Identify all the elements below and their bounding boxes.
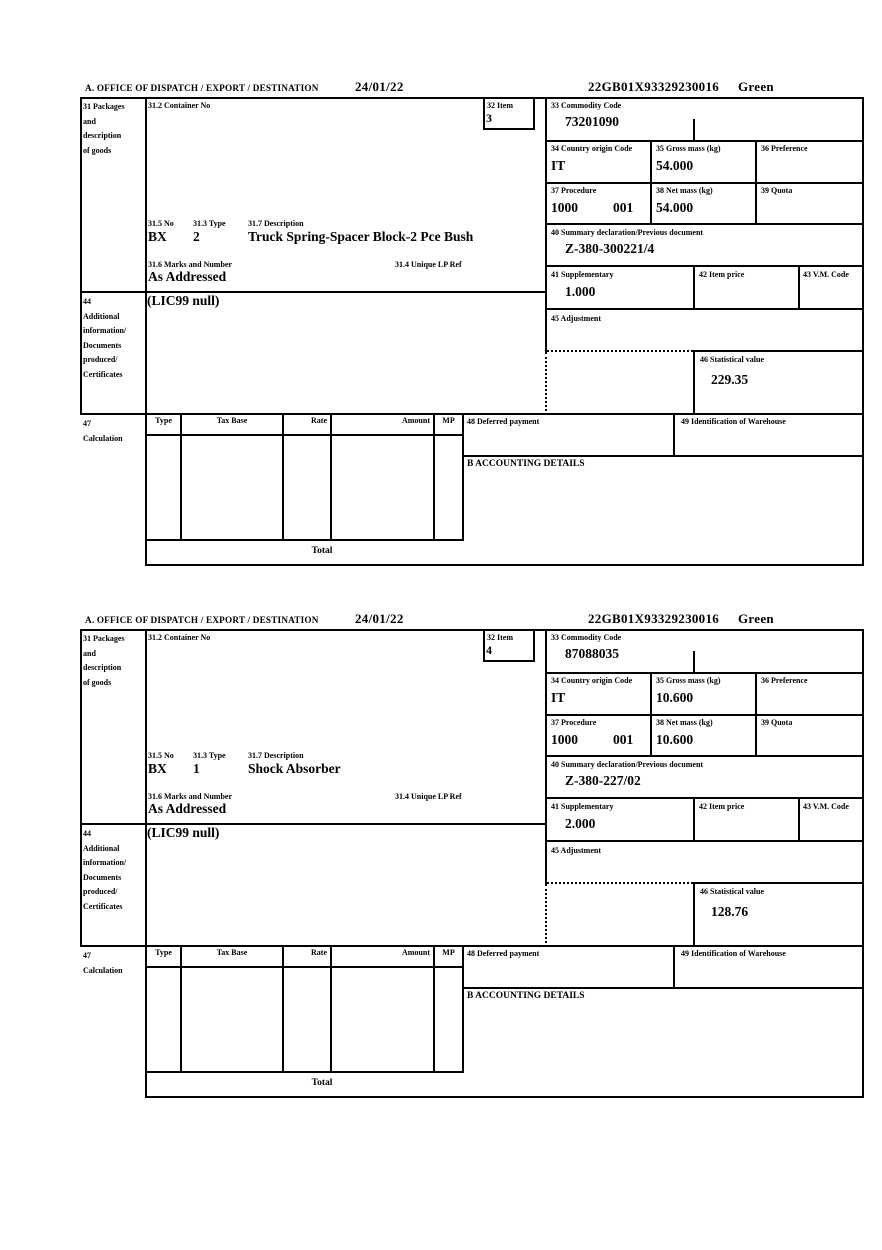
box41-label: 41 Supplementary	[551, 802, 614, 811]
form-line	[330, 413, 332, 541]
routing-status: Green	[738, 611, 774, 626]
box47-label	[83, 417, 123, 446]
calc-col-tax-base: Tax Base	[216, 948, 248, 957]
calc-table-right-border	[462, 945, 464, 1073]
box34-label: 34 Country origin Code	[551, 676, 633, 685]
declaration-date: 24/01/22	[355, 79, 404, 94]
form-line	[330, 945, 332, 1073]
calc-col-rate: Rate	[311, 948, 327, 957]
box31-7-description-label: 31.7 Description	[248, 751, 304, 760]
box41-label: 41 Supplementary	[551, 270, 614, 279]
routing-status: Green	[738, 79, 774, 94]
calculation-top-border	[80, 413, 864, 415]
box31-3-type-label: 31.3 Type	[193, 751, 226, 760]
box31-2-container-label: 31.2 Container No	[148, 101, 211, 110]
marks-value: As Addressed	[148, 801, 227, 816]
form-line	[673, 413, 675, 457]
box39-label: 39 Quota	[761, 186, 793, 195]
calc-table-bottom-border	[145, 1071, 464, 1073]
box39-label: 39 Quota	[761, 718, 793, 727]
dotted-vertical-divider	[545, 884, 547, 947]
form-bottom-border	[145, 564, 864, 566]
box44-label-line: information/	[83, 326, 127, 335]
calc-header-underline	[145, 434, 464, 436]
goods-description: Shock Absorber	[248, 761, 341, 776]
box35-label: 35 Gross mass (kg)	[656, 144, 721, 153]
box47-label	[83, 949, 123, 978]
form-line	[693, 797, 695, 842]
box46-top-border	[693, 350, 864, 352]
form-line	[545, 223, 864, 225]
dotted-horizontal-divider	[547, 882, 693, 884]
form-line	[545, 840, 864, 842]
box43-label: 43 V.M. Code	[803, 270, 849, 279]
box44-label-line: 44	[83, 829, 91, 838]
box48-label: 48 Deferred payment	[467, 949, 540, 958]
calc-header-underline	[145, 966, 464, 968]
calc-col-amount: Amount	[401, 416, 430, 425]
calc-col-type: Type	[155, 416, 172, 425]
box32-item-number: 3	[486, 111, 492, 125]
box31-3-type-label: 31.3 Type	[193, 219, 226, 228]
form-line	[545, 797, 864, 799]
box31-2-container-label: 31.2 Container No	[148, 633, 211, 642]
label-column-divider	[145, 97, 147, 566]
box31-label-line: 31 Packages	[83, 102, 125, 111]
box31-6-marks-label: 31.6 Marks and Number	[148, 260, 233, 269]
box44-label-line: 44	[83, 297, 91, 306]
additional-information-value: (LIC99 null)	[147, 293, 220, 308]
movement-reference: 22GB01X93329230016	[588, 79, 720, 94]
gross-mass-value: 10.600	[656, 690, 694, 705]
accounting-details-label: B ACCOUNTING DETAILS	[467, 459, 585, 469]
supplementary-units-value: 1.000	[565, 284, 596, 299]
previous-document-value: Z-380-227/02	[565, 773, 641, 788]
form-line	[755, 140, 757, 225]
form-line	[433, 413, 435, 541]
form-line	[693, 265, 695, 310]
box35-label: 35 Gross mass (kg)	[656, 676, 721, 685]
gross-mass-value: 54.000	[656, 158, 694, 173]
box31-7-description-label: 31.7 Description	[248, 219, 304, 228]
box48-label: 48 Deferred payment	[467, 417, 540, 426]
box38-label: 38 Net mass (kg)	[656, 186, 713, 195]
box44-label-line: Additional	[83, 311, 120, 321]
box44-label-line: Additional	[83, 843, 120, 853]
box31-5-no-label: 31.5 No	[148, 219, 174, 228]
package-count: BX	[148, 229, 167, 244]
calc-col-mp: MP	[442, 416, 455, 425]
form-line	[462, 987, 864, 989]
box44-label-line: Certificates	[83, 901, 123, 911]
declaration-item-section	[80, 78, 864, 570]
commodity-code-tick	[693, 651, 695, 672]
dotted-horizontal-divider	[547, 350, 693, 352]
box44-label-line: Documents	[83, 340, 122, 350]
form-top-border	[80, 97, 864, 99]
calc-col-type: Type	[155, 948, 172, 957]
box37-label: 37 Procedure	[551, 186, 597, 195]
form-top-border	[80, 629, 864, 631]
form-line	[755, 672, 757, 757]
label-column-divider	[145, 629, 147, 1098]
box46-left-border	[693, 350, 695, 415]
box46-left-border	[693, 882, 695, 947]
net-mass-value: 10.600	[656, 732, 694, 747]
office-of-dispatch-label: A. OFFICE OF DISPATCH / EXPORT / DESTINATION	[85, 615, 319, 625]
calc-col-rate: Rate	[311, 416, 327, 425]
box44-label-line: Documents	[83, 872, 122, 882]
form-line	[545, 265, 864, 267]
form-right-border	[862, 629, 864, 1098]
form-line	[798, 265, 800, 310]
box44-label-line: produced/	[83, 355, 118, 364]
declaration-item-section	[80, 610, 864, 1102]
box46-label: 46 Statistical value	[700, 887, 764, 896]
package-count: BX	[148, 761, 167, 776]
box31-label	[83, 632, 125, 690]
form-line	[545, 755, 864, 757]
box42-label: 42 Item price	[699, 270, 745, 279]
box31-6-marks-label: 31.6 Marks and Number	[148, 792, 233, 801]
form-line	[673, 945, 675, 989]
calc-col-mp: MP	[442, 948, 455, 957]
box34-label: 34 Country origin Code	[551, 144, 633, 153]
form-line	[545, 140, 864, 142]
box45-label: 45 Adjustment	[551, 314, 602, 323]
box31-4-lp-ref-label: 31.4 Unique LP Ref	[395, 260, 462, 269]
declaration-date: 24/01/22	[355, 611, 404, 626]
previous-document-value: Z-380-300221/4	[565, 241, 655, 256]
country-origin-value: IT	[551, 158, 566, 173]
commodity-code-value: 73201090	[565, 114, 619, 129]
procedure-suffix: 001	[613, 732, 634, 747]
goods-description: Truck Spring-Spacer Block-2 Pce Bush	[248, 229, 474, 244]
box44-label-line: information/	[83, 858, 127, 867]
form-line	[180, 945, 182, 1073]
form-line	[545, 308, 864, 310]
calc-table-bottom-border	[145, 539, 464, 541]
calculation-top-border	[80, 945, 864, 947]
box31-5-no-label: 31.5 No	[148, 751, 174, 760]
additional-information-value: (LIC99 null)	[147, 825, 220, 840]
box31-label-line: and	[83, 116, 96, 126]
box37-label: 37 Procedure	[551, 718, 597, 727]
movement-reference: 22GB01X93329230016	[588, 611, 720, 626]
box36-label: 36 Preference	[761, 676, 808, 685]
box43-label: 43 V.M. Code	[803, 802, 849, 811]
procedure-suffix: 001	[613, 200, 634, 215]
form-line	[180, 413, 182, 541]
total-label: Total	[311, 1078, 333, 1088]
form-line	[282, 413, 284, 541]
box46-top-border	[693, 882, 864, 884]
form-line	[798, 797, 800, 842]
commodity-code-value: 87088035	[565, 646, 619, 661]
box31-4-lp-ref-label: 31.4 Unique LP Ref	[395, 792, 462, 801]
accounting-details-label: B ACCOUNTING DETAILS	[467, 991, 585, 1001]
box47-label-line: Calculation	[83, 433, 123, 443]
box47-label-line: Calculation	[83, 965, 123, 975]
box31-label-line: description	[83, 131, 122, 140]
box31-label-line: of goods	[83, 677, 112, 687]
form-left-border	[80, 629, 82, 947]
statistical-value: 128.76	[711, 904, 749, 919]
form-line	[433, 945, 435, 1073]
net-mass-value: 54.000	[656, 200, 694, 215]
box45-label: 45 Adjustment	[551, 846, 602, 855]
box44-label	[83, 295, 126, 382]
box32-item-label: 32 Item	[487, 101, 513, 110]
procedure-code: 1000	[551, 200, 578, 215]
total-label: Total	[311, 546, 333, 556]
box44-label-line: Certificates	[83, 369, 123, 379]
commodity-code-tick	[693, 119, 695, 140]
calc-table-right-border	[462, 413, 464, 541]
calc-col-tax-base: Tax Base	[216, 416, 248, 425]
form-line	[282, 945, 284, 1073]
box31-label	[83, 100, 125, 158]
box33-label: 33 Commodity Code	[551, 101, 622, 110]
procedure-code: 1000	[551, 732, 578, 747]
form-right-border	[862, 97, 864, 566]
statistical-value: 229.35	[711, 372, 749, 387]
box31-label-line: description	[83, 663, 122, 672]
box49-label: 49 Identification of Warehouse	[681, 949, 786, 958]
box31-label-line: of goods	[83, 145, 112, 155]
form-line	[650, 140, 652, 225]
calc-col-amount: Amount	[401, 948, 430, 957]
box49-label: 49 Identification of Warehouse	[681, 417, 786, 426]
box33-label: 33 Commodity Code	[551, 633, 622, 642]
form-line	[545, 182, 864, 184]
form-bottom-border	[145, 1096, 864, 1098]
country-origin-value: IT	[551, 690, 566, 705]
box47-label-line: 47	[83, 951, 91, 960]
box32-item-number: 4	[486, 643, 492, 657]
box40-label: 40 Summary declaration/Previous document	[551, 760, 704, 769]
package-type: 1	[193, 761, 200, 776]
box32-item-label: 32 Item	[487, 633, 513, 642]
dotted-vertical-divider	[545, 352, 547, 415]
box31-label-line: and	[83, 648, 96, 658]
form-line	[462, 455, 864, 457]
package-type: 2	[193, 229, 200, 244]
marks-value: As Addressed	[148, 269, 227, 284]
box40-label: 40 Summary declaration/Previous document	[551, 228, 704, 237]
box36-label: 36 Preference	[761, 144, 808, 153]
box38-label: 38 Net mass (kg)	[656, 718, 713, 727]
form-left-border	[80, 97, 82, 415]
office-of-dispatch-label: A. OFFICE OF DISPATCH / EXPORT / DESTINATION	[85, 83, 319, 93]
box47-label-line: 47	[83, 419, 91, 428]
form-line	[545, 714, 864, 716]
box44-label	[83, 827, 126, 914]
supplementary-units-value: 2.000	[565, 816, 596, 831]
box44-label-line: produced/	[83, 887, 118, 896]
box42-label: 42 Item price	[699, 802, 745, 811]
form-line	[650, 672, 652, 757]
box46-label: 46 Statistical value	[700, 355, 764, 364]
form-line	[545, 672, 864, 674]
box31-label-line: 31 Packages	[83, 634, 125, 643]
